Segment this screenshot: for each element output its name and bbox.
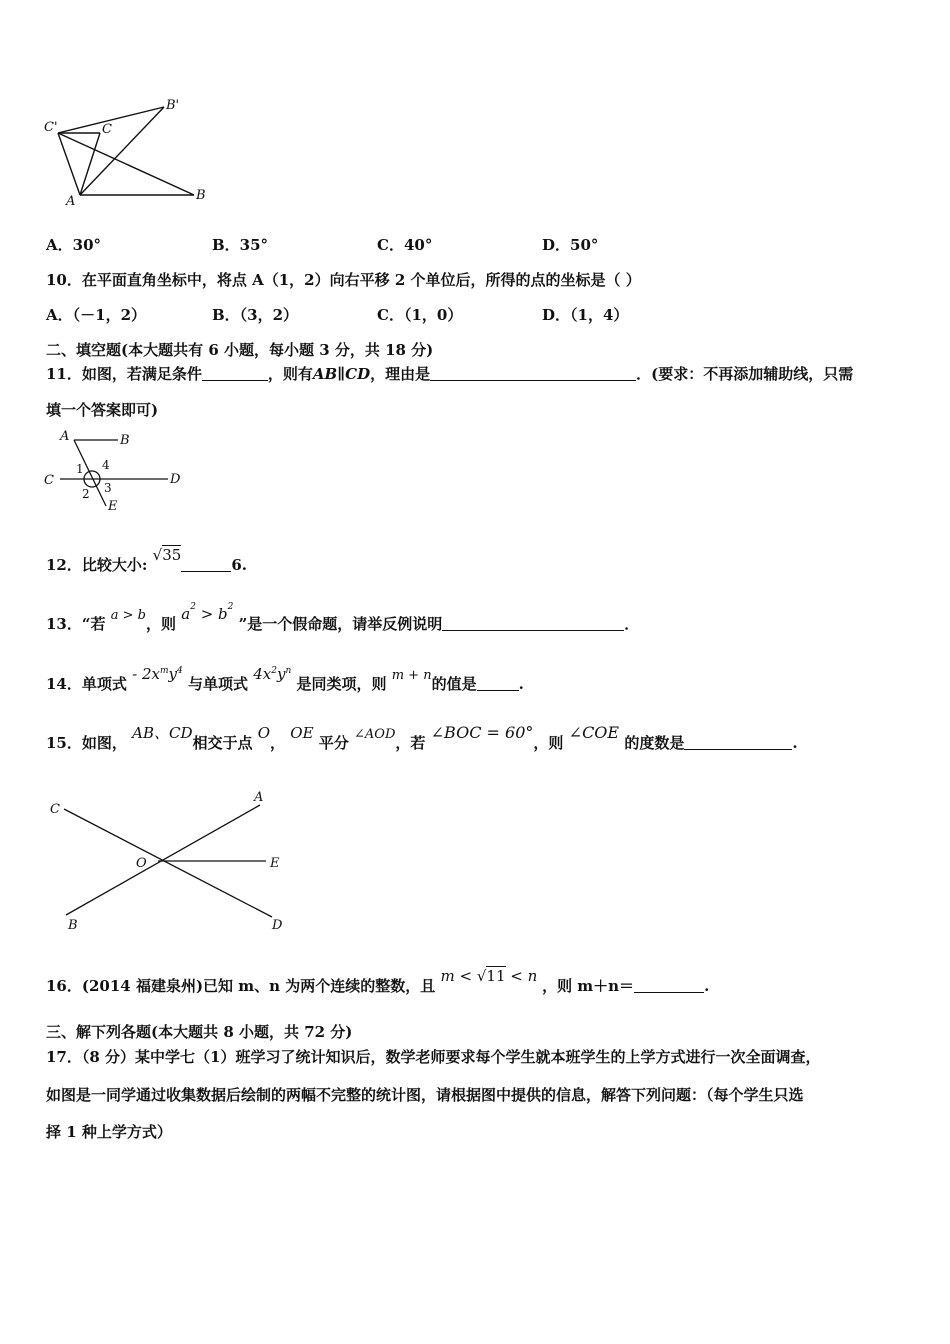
q13-blank	[442, 614, 624, 631]
q15-part2: 相交于点	[192, 734, 253, 752]
q15-line	[46, 723, 798, 755]
line-cd	[64, 809, 272, 917]
q11-line1	[46, 364, 853, 384]
q13-exp1: 2	[190, 602, 196, 612]
q11-part3: ，理由是	[370, 365, 431, 383]
fig15-label-b: B	[68, 918, 78, 933]
q16-ineq: m < √11 < n	[440, 967, 538, 985]
q9-option-c: C．40°	[377, 236, 433, 254]
q14-mono1-4: 4	[176, 666, 183, 676]
q15-part8: .	[792, 734, 798, 752]
q15-oe: OE	[290, 724, 314, 742]
q11-line2: 填一个答案即可)	[46, 401, 159, 419]
q12-blank	[181, 555, 231, 572]
q14-mono1-m: m	[159, 666, 169, 676]
q13-cond: a > b	[110, 608, 146, 623]
q14-mono2-2: 2	[271, 666, 277, 676]
q15-figure	[40, 785, 300, 935]
q14-part3: 是同类项，则	[296, 675, 387, 693]
q13-concl	[181, 602, 238, 623]
q14-mono1	[132, 665, 188, 683]
q15-part1: 15．如图，	[46, 734, 127, 752]
q12-part2: 6.	[231, 556, 247, 574]
fig11-label-c: C	[44, 473, 54, 488]
q17-line2: 如图是一同学通过收集数据后绘制的两幅不完整的统计图，请根据图中提供的信息，解答下列问题：（每个学生只选	[46, 1086, 804, 1104]
fig15-label-c: C	[50, 802, 60, 817]
q11-part4: ．(要求：不再添加辅助线，只需	[636, 365, 854, 383]
q13-line	[46, 602, 640, 637]
q14-part2: 与单项式	[187, 675, 248, 693]
fig11-label-b: B	[120, 433, 130, 448]
fig11-label-d: D	[170, 472, 181, 487]
q11-blank1	[202, 364, 268, 381]
q9-option-a: A．30°	[46, 236, 102, 254]
q14-mono2-n: n	[285, 666, 292, 676]
q9-option-b: B．35°	[212, 236, 269, 254]
seg-a-c	[80, 133, 100, 195]
q14-blank	[477, 674, 519, 691]
q14-mono2-a: 4x	[253, 665, 272, 683]
seg-c'-a	[58, 133, 80, 195]
q15-blank	[684, 733, 792, 750]
q17-line1: 17．（8 分）某中学七（1）班学习了统计知识后，数学老师要求每个学生就本班学生的上学方式进行一次全面调查，	[46, 1048, 821, 1066]
q15-o: O	[257, 724, 271, 742]
label-c-prime: C'	[44, 120, 58, 135]
q16-part3: .	[704, 977, 710, 995]
seg-c'-b	[58, 133, 194, 195]
q10-option-b: B．（3，2）	[212, 306, 299, 324]
fig15-label-a: A	[254, 790, 264, 805]
q15-part7: 的度数是	[624, 734, 685, 752]
q13-concl-a: a	[181, 605, 191, 623]
q10-option-c: C．（1，0）	[377, 306, 463, 324]
q15-ab-cd: AB、CD	[132, 724, 193, 742]
q11-part2: ，则有	[267, 365, 313, 383]
fig11-label-3: 3	[104, 481, 112, 495]
section3-title: 三、解下列各题(本大题共 8 小题，共 72 分)	[46, 1023, 353, 1041]
q16-part1: 16．(2014 福建泉州)已知 m、n 为两个连续的整数，且	[46, 977, 436, 995]
q15-boc: ∠BOC = 60°	[430, 723, 534, 742]
q12-line	[46, 546, 247, 575]
q16-ineq-n: < n	[510, 967, 538, 985]
fig11-label-4: 4	[102, 458, 110, 472]
label-b-prime: B'	[166, 98, 180, 113]
fig15-label-o: O	[136, 856, 147, 871]
q16-ineq-m: m <	[440, 967, 473, 985]
q14-part1: 14．单项式	[46, 675, 127, 693]
q11-part1: 11．如图，若满足条件	[46, 365, 202, 383]
q12-radicand: 35	[162, 546, 182, 564]
q14-mono2	[253, 665, 296, 683]
q12-sqrt: √35	[152, 546, 182, 564]
label-b: B	[196, 188, 206, 203]
fig11-label-a: A	[60, 429, 70, 444]
q16-radicand: 11	[486, 967, 506, 985]
q13-concl-op: > b	[195, 605, 228, 623]
q10-text: 10．在平面直角坐标中，将点 A（1，2）向右平移 2 个单位后，所得的点的坐标是（ ）	[46, 271, 641, 289]
q17-line3: 择 1 种上学方式）	[46, 1123, 172, 1141]
q15-part6: ，则	[533, 734, 564, 752]
q15-coe: ∠COE	[568, 723, 620, 742]
seg-a-b'	[80, 107, 164, 195]
q14-mono2-y: y	[276, 665, 286, 683]
q10-option-a: A．（－1，2）	[46, 306, 147, 324]
q15-part5: ，若	[395, 734, 426, 752]
q13-part2: ，则	[145, 615, 176, 633]
label-a: A	[66, 194, 76, 209]
q14-mono1-y: y	[168, 665, 177, 683]
q10-option-d: D．（1，4）	[542, 306, 629, 324]
q16-line	[46, 967, 710, 996]
q13-part1: 13．“若	[46, 615, 106, 633]
q16-blank	[634, 976, 704, 993]
q13-part3: ”是一个假命题，请举反例说明	[238, 615, 443, 633]
q14-expr: m + n	[391, 668, 432, 683]
label-c: C	[102, 122, 112, 137]
q15-part3: ，	[270, 734, 286, 752]
q13-exp2: 2	[227, 602, 234, 612]
q9-figure	[40, 95, 230, 215]
fig15-label-d: D	[272, 918, 283, 933]
q13-part4: ．	[624, 615, 640, 633]
q9-option-d: D．50°	[542, 236, 599, 254]
section2-title: 二、填空题(本大题共有 6 小题，每小题 3 分，共 18 分)	[46, 341, 434, 359]
q15-part4: 平分	[318, 734, 349, 752]
q11-math: AB∥CD	[312, 365, 371, 383]
q11-blank2	[430, 364, 636, 381]
q14-mono1-a: - 2x	[132, 665, 160, 683]
q12-part1: 12．比较大小:	[46, 556, 148, 574]
fig11-label-2: 2	[82, 487, 90, 501]
q14-line	[46, 665, 524, 697]
q16-part2: ，则 m＋n＝	[542, 977, 635, 995]
q14-part5: .	[518, 675, 524, 693]
q14-part4: 的值是	[431, 675, 477, 693]
fig11-label-1: 1	[76, 462, 84, 476]
q11-figure	[40, 428, 200, 518]
fig15-label-e: E	[270, 856, 280, 871]
q15-aod: ∠AOD	[354, 727, 396, 742]
fig11-label-e: E	[108, 499, 118, 514]
